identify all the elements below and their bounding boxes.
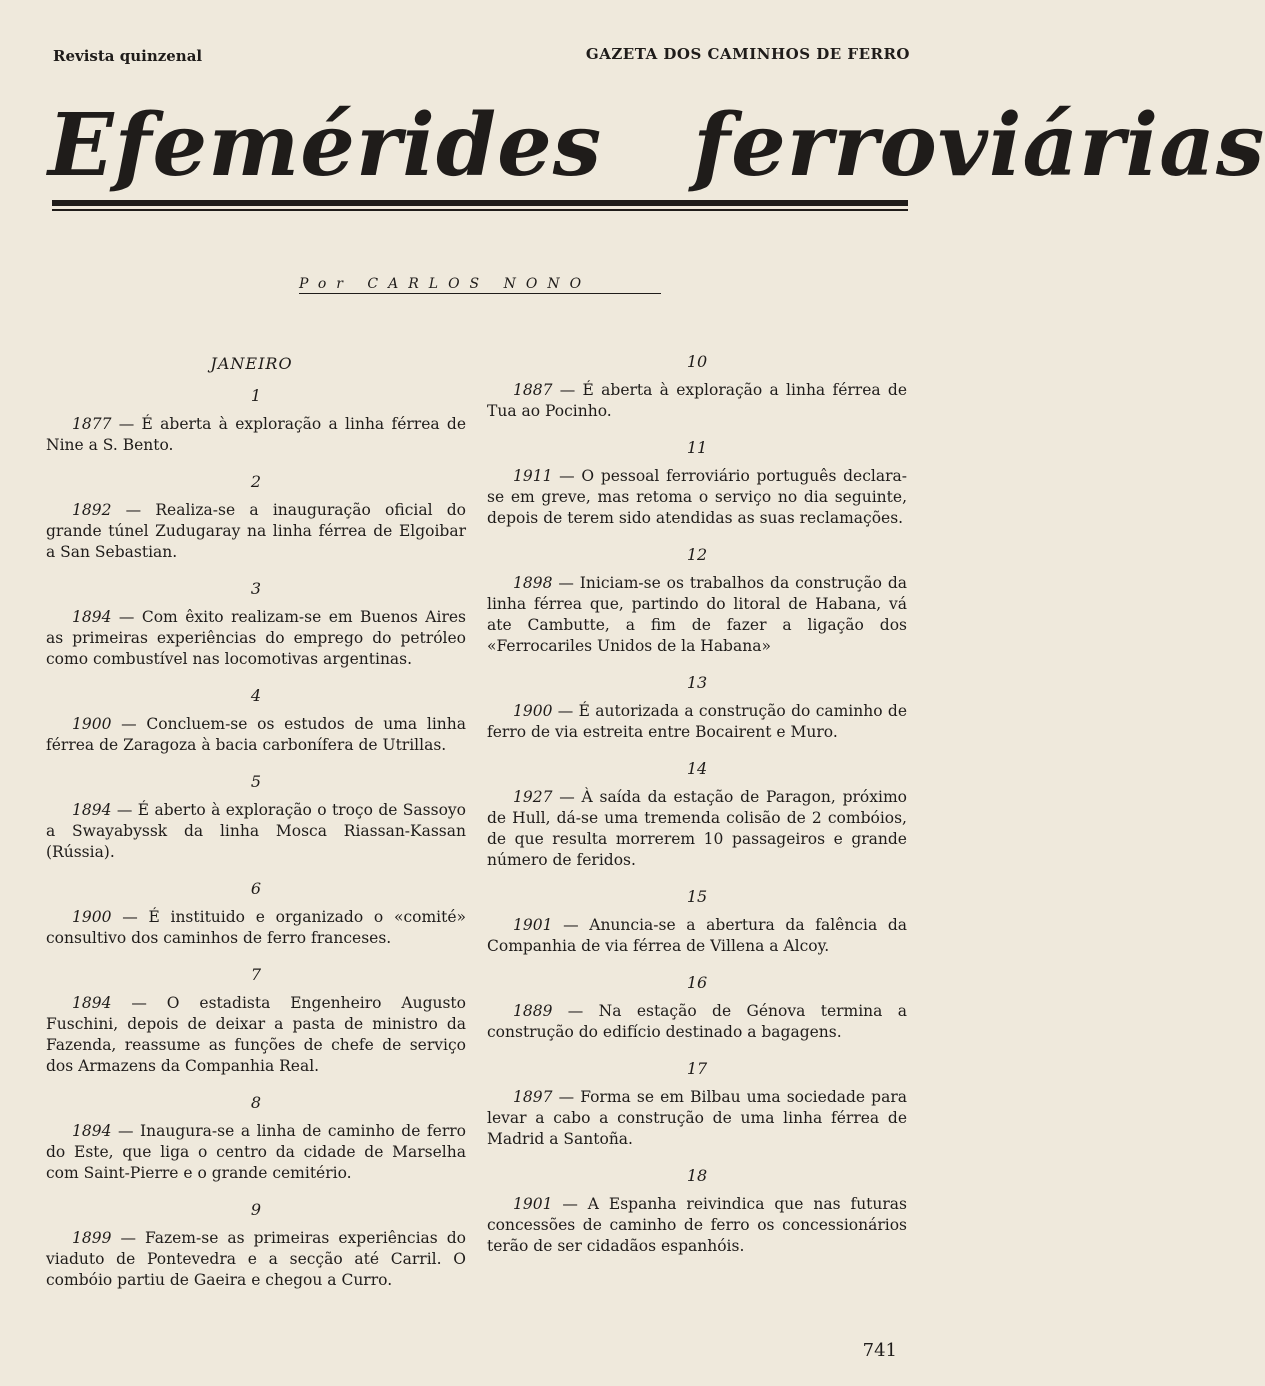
entry-text: Iniciam-se os trabalhos da construção da linha férrea que, partindo do litoral de Habana, vá ate Cambutte, a fim de fazer a ligação dos «Ferrocariles Unidos de la Habana» xyxy=(487,574,907,655)
day-number: 14 xyxy=(686,759,708,778)
entry-dash: — xyxy=(552,788,582,806)
entry-year: 1901 xyxy=(513,916,553,934)
day-number: 3 xyxy=(250,579,262,598)
entry-year: 1892 xyxy=(72,501,112,519)
entry-year: 1887 xyxy=(513,381,553,399)
day-number: 2 xyxy=(250,472,262,491)
entry-dash: — xyxy=(552,1195,588,1213)
entry-dash: — xyxy=(552,381,583,399)
entry-paragraph xyxy=(487,1001,907,1043)
entry-text: À saída da estação de Paragon, próximo de Hull, dá-se uma tremenda colisão de 2 combóios, de que resulta morrerem 10 passageiros e grande número de feridos. xyxy=(487,788,907,869)
entry-text: Concluem-se os estudos de uma linha férrea de Zaragoza à bacia carbonífera de Utrillas. xyxy=(46,715,467,754)
entry-dash: — xyxy=(552,702,579,720)
entry-year: 1898 xyxy=(513,574,553,592)
entry-year: 1927 xyxy=(513,788,553,806)
left-entries xyxy=(46,384,466,1291)
entry-paragraph xyxy=(487,787,907,871)
entry-paragraph xyxy=(487,1087,907,1150)
entry-paragraph xyxy=(487,701,907,743)
entry-paragraph xyxy=(46,500,466,563)
entry-paragraph xyxy=(46,993,466,1077)
entry-paragraph xyxy=(46,414,466,456)
day-number: 11 xyxy=(686,438,708,457)
day-number: 6 xyxy=(250,879,262,898)
entry-paragraph xyxy=(46,714,466,756)
entry-year: 1900 xyxy=(513,702,553,720)
entry-year: 1901 xyxy=(513,1195,553,1213)
day-number: 15 xyxy=(686,887,708,906)
day-number: 12 xyxy=(686,545,708,564)
entry-dash: — xyxy=(111,801,138,819)
entry-year: 1900 xyxy=(72,715,112,733)
entry-text: É aberta à exploração a linha férrea de Nine a S. Bento. xyxy=(46,415,466,454)
entry-dash: — xyxy=(111,1122,141,1140)
entry-year: 1894 xyxy=(72,801,112,819)
entry-paragraph xyxy=(487,466,907,529)
entry-text: É aberto à exploração o troço de Sassoyo a Swayabyssk da linha Mosca Riassan-Kassan (Rússia). xyxy=(46,801,466,861)
entry-text: Forma se em Bilbau uma sociedade para levar a cabo a construção de uma linha férrea de Madrid a Santoña. xyxy=(487,1088,907,1148)
title-rule-thin xyxy=(52,209,908,211)
day-number: 7 xyxy=(250,965,262,984)
entry-dash: — xyxy=(111,994,167,1012)
entry-year: 1911 xyxy=(513,467,553,485)
day-number: 18 xyxy=(686,1166,708,1185)
entry-text: O estadista Engenheiro Augusto Fuschini, depois de deixar a pasta de ministro da Fazenda, reassume as funções de chefe de serviço dos Armazens da Companhia Real. xyxy=(46,994,466,1075)
entry-year: 1894 xyxy=(72,994,112,1012)
entry-dash: — xyxy=(552,916,590,934)
entry-year: 1894 xyxy=(72,608,112,626)
day-number: 13 xyxy=(686,673,708,692)
entry-dash: — xyxy=(111,501,156,519)
left-column xyxy=(46,350,466,1305)
entry-dash: — xyxy=(552,1088,581,1106)
entry-dash: — xyxy=(111,1229,146,1247)
entry-text: Inaugura-se a linha de caminho de ferro do Este, que liga o centro da cidade de Marselha com Saint-Pierre e o grande cemitério. xyxy=(46,1122,466,1182)
entry-paragraph xyxy=(487,573,907,657)
entry-dash: — xyxy=(552,1002,599,1020)
day-number: 10 xyxy=(686,352,708,371)
entry-text: Na estação de Génova termina a construção do edifício destinado a bagagens. xyxy=(487,1002,907,1041)
entry-text: Realiza-se a inauguração oficial do grande túnel Zudugaray na linha férrea de Elgoibar a San Sebastian. xyxy=(46,501,466,561)
day-number: 16 xyxy=(686,973,708,992)
right-entries xyxy=(487,350,907,1257)
entry-text: Fazem-se as primeiras experiências do viaduto de Pontevedra e a secção até Carril. O combóio partiu de Gaeira e chegou a Curro. xyxy=(46,1229,467,1289)
entry-dash: — xyxy=(552,467,582,485)
page-number: 741 xyxy=(862,1340,897,1361)
day-number: 4 xyxy=(250,686,262,705)
day-number: 8 xyxy=(250,1093,262,1112)
entry-paragraph xyxy=(46,607,466,670)
entry-year: 1897 xyxy=(513,1088,553,1106)
day-number: 1 xyxy=(250,386,262,405)
author-byline: Por CARLOS NONO xyxy=(299,276,661,294)
entry-text: A Espanha reivindica que nas futuras concessões de caminho de ferro os concessionários terão de ser cidadãos espanhóis. xyxy=(487,1195,907,1255)
day-number: 9 xyxy=(250,1200,262,1219)
entry-dash: — xyxy=(552,574,580,592)
entry-text: É aberta à exploração a linha férrea de Tua ao Pocinho. xyxy=(487,381,907,420)
entry-year: 1900 xyxy=(72,908,112,926)
entry-text: Anuncia-se a abertura da falência da Companhia de via férrea de Villena a Alcoy. xyxy=(487,916,907,955)
entry-paragraph xyxy=(487,915,907,957)
title-rule-thick xyxy=(52,200,908,206)
entry-paragraph xyxy=(487,1194,907,1257)
entry-year: 1899 xyxy=(72,1229,112,1247)
entry-year: 1889 xyxy=(513,1002,553,1020)
day-number: 17 xyxy=(686,1059,708,1078)
entry-text: O pessoal ferroviário português declara-se em greve, mas retoma o serviço no dia seguinte, depois de terem sido atendidas as suas reclamações. xyxy=(487,467,907,527)
publication-frequency: Revista quinzenal xyxy=(53,47,203,65)
article-title: Efemérides ferroviárias xyxy=(48,95,1265,196)
right-column xyxy=(487,350,907,1271)
entry-text: É instituido e organizado o «comité» consultivo dos caminhos de ferro franceses. xyxy=(46,908,466,947)
entry-paragraph xyxy=(46,907,466,949)
entry-dash: — xyxy=(111,608,142,626)
entry-paragraph xyxy=(46,1228,466,1291)
entry-dash: — xyxy=(111,715,147,733)
month-heading: JANEIRO xyxy=(210,354,293,373)
day-number: 5 xyxy=(250,772,262,791)
entry-year: 1894 xyxy=(72,1122,112,1140)
entry-paragraph xyxy=(46,800,466,863)
entry-dash: — xyxy=(111,908,149,926)
entry-dash: — xyxy=(111,415,142,433)
publication-name: GAZETA DOS CAMINHOS DE FERRO xyxy=(585,45,910,63)
entry-text: É autorizada a construção do caminho de ferro de via estreita entre Bocairent e Muro. xyxy=(487,702,907,741)
entry-text: Com êxito realizam-se em Buenos Aires as primeiras experiências do emprego do petróleo como combustível nas locomotivas argentinas. xyxy=(46,608,466,668)
entry-year: 1877 xyxy=(72,415,112,433)
entry-paragraph xyxy=(46,1121,466,1184)
entry-paragraph xyxy=(487,380,907,422)
